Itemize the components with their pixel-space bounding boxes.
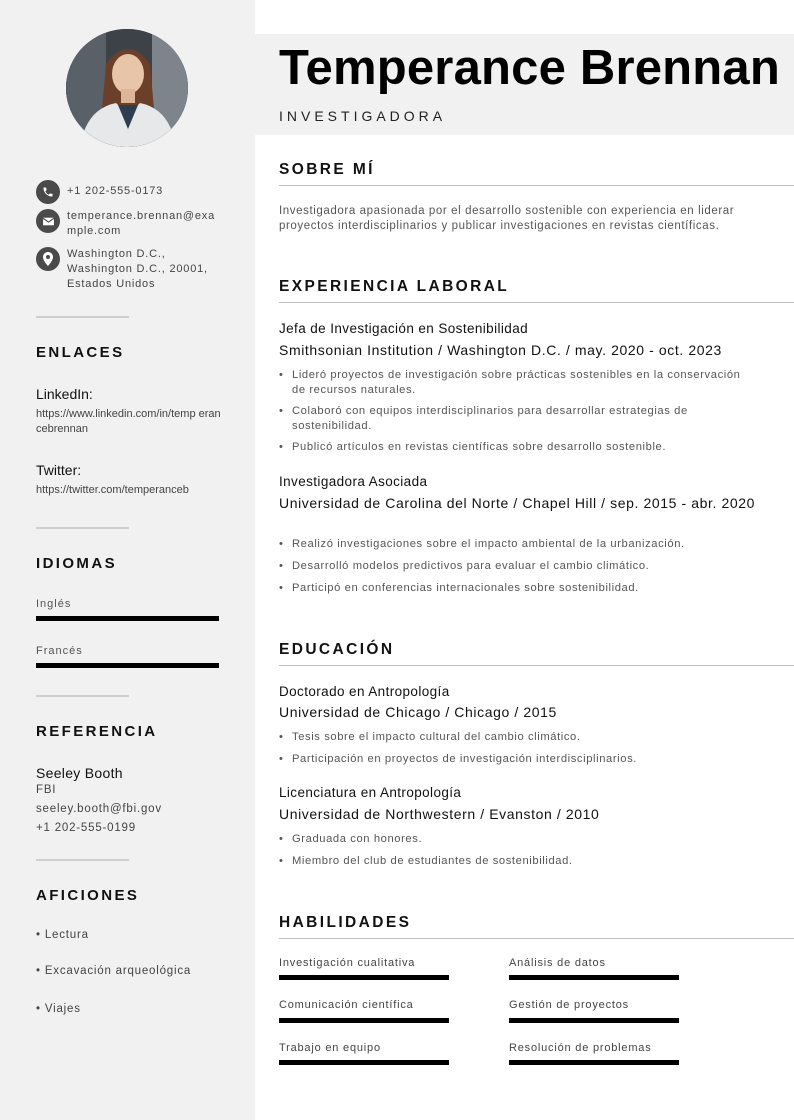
avatar [66,29,188,147]
hobby-item: • Viajes [36,1003,81,1015]
skill-level-bar [279,975,449,980]
list-item: • Colaboró con equipos interdisciplinarios para desarrollar estrategias de sostenibilidad. [279,404,749,433]
skill-name: Gestión de proyectos [509,999,629,1011]
links-heading: ENLACES [36,344,125,361]
job-company: Smithsonian Institution / Washington D.C. / may. 2020 - oct. 2023 [279,342,722,358]
address-text: Washington D.C., Washington D.C., 20001, Estados Unidos [67,248,208,290]
contact-phone [36,180,163,204]
skill-level-fill [279,1060,449,1065]
degree-school: Universidad de Northwestern / Evanston / 2010 [279,806,600,822]
degree-bullets [279,730,749,767]
job-position: Investigadora Asociada [279,474,428,489]
divider [36,859,129,861]
degree-title: Licenciatura en Antropología [279,785,462,800]
language-level-bar [36,616,219,621]
location-icon [36,247,60,271]
language-level-fill [36,616,219,621]
skill-level-fill [509,1018,679,1023]
job-bullets [279,537,749,596]
list-item: • Miembro del club de estudiantes de sostenibilidad. [279,854,749,869]
about-text: Investigadora apasionada por el desarrollo sostenible con experiencia en liderar proyectos interdisciplinarios y publicar investigaciones en revistas científicas. [279,205,735,232]
main-content [255,0,794,1120]
list-item: • Lideró proyectos de investigación sobre prácticas sostenibles en la conservación de recursos naturales. [279,368,749,397]
linkedin-link[interactable]: https://www.linkedin.com/in/temp erancebrennan [36,408,221,435]
list-item: • Participó en conferencias internacionales sobre sostenibilidad. [279,581,749,596]
skill-name: Análisis de datos [509,957,606,969]
skill-name: Investigación cualitativa [279,957,416,969]
job-bullets [279,368,749,455]
section-rule [279,665,794,666]
reference-company: FBI [36,784,57,796]
job-company: Universidad de Carolina del Norte / Chapel Hill / sep. 2015 - abr. 2020 [279,495,756,511]
list-item: • Desarrolló modelos predictivos para evaluar el cambio climático. [279,559,749,574]
twitter-link[interactable]: https://twitter.com/temperanceb [36,484,189,496]
hobby-item: • Excavación arqueológica [36,965,192,977]
language-level-bar [36,663,219,668]
reference-name: Seeley Booth [36,765,123,781]
language-name: Inglés [36,598,72,610]
degree-bullets [279,832,749,869]
skill-level-bar [509,975,679,980]
job-title: INVESTIGADORA [279,108,447,124]
language-level-fill [36,663,219,668]
education-heading: EDUCACIÓN [279,641,395,658]
divider [36,695,129,697]
skill-level-bar [509,1060,679,1065]
phone-icon [36,180,60,204]
skill-name: Trabajo en equipo [279,1042,381,1054]
email-icon [36,209,60,233]
skill-level-fill [509,1060,679,1065]
section-rule [279,938,794,939]
linkedin-label: LinkedIn: [36,386,93,402]
about-heading: SOBRE MÍ [279,161,375,178]
degree-title: Doctorado en Antropología [279,684,450,699]
sidebar [0,0,255,1120]
skill-level-bar [509,1018,679,1023]
divider [36,316,129,318]
skill-level-fill [279,1018,449,1023]
reference-email: seeley.booth@fbi.gov [36,803,162,815]
job-position: Jefa de Investigación en Sostenibilidad [279,321,529,336]
twitter-label: Twitter: [36,462,82,478]
section-rule [279,302,794,303]
list-item: • Participación en proyectos de investigación interdisciplinarios. [279,752,749,767]
list-item: • Graduada con honores. [279,832,749,847]
person-name: Temperance Brennan [279,41,781,95]
experience-heading: EXPERIENCIA LABORAL [279,278,510,295]
list-item: • Tesis sobre el impacto cultural del cambio climático. [279,730,749,745]
skills-heading: HABILIDADES [279,914,412,931]
list-item: • Realizó investigaciones sobre el impacto ambiental de la urbanización. [279,537,749,552]
section-rule [279,185,794,186]
language-name: Francés [36,645,83,657]
skill-level-fill [279,975,449,980]
phone-text: +1 202-555-0173 [67,185,164,197]
skill-level-bar [279,1060,449,1065]
skill-level-bar [279,1018,449,1023]
list-item: • Publicó artículos en revistas científicas sobre desarrollo sostenible. [279,440,749,455]
divider [36,527,129,529]
hobbies-heading: AFICIONES [36,887,140,904]
email-text: temperance.brennan@exa mple.com [67,210,216,237]
reference-phone: +1 202-555-0199 [36,822,136,834]
reference-heading: REFERENCIA [36,723,158,740]
skill-level-fill [509,975,679,980]
contact-email [36,209,215,239]
degree-school: Universidad de Chicago / Chicago / 2015 [279,704,557,720]
skill-name: Resolución de problemas [509,1042,652,1054]
contact-address [36,247,217,292]
hobby-item: • Lectura [36,929,89,941]
skill-name: Comunicación científica [279,999,414,1011]
languages-heading: IDIOMAS [36,555,117,572]
